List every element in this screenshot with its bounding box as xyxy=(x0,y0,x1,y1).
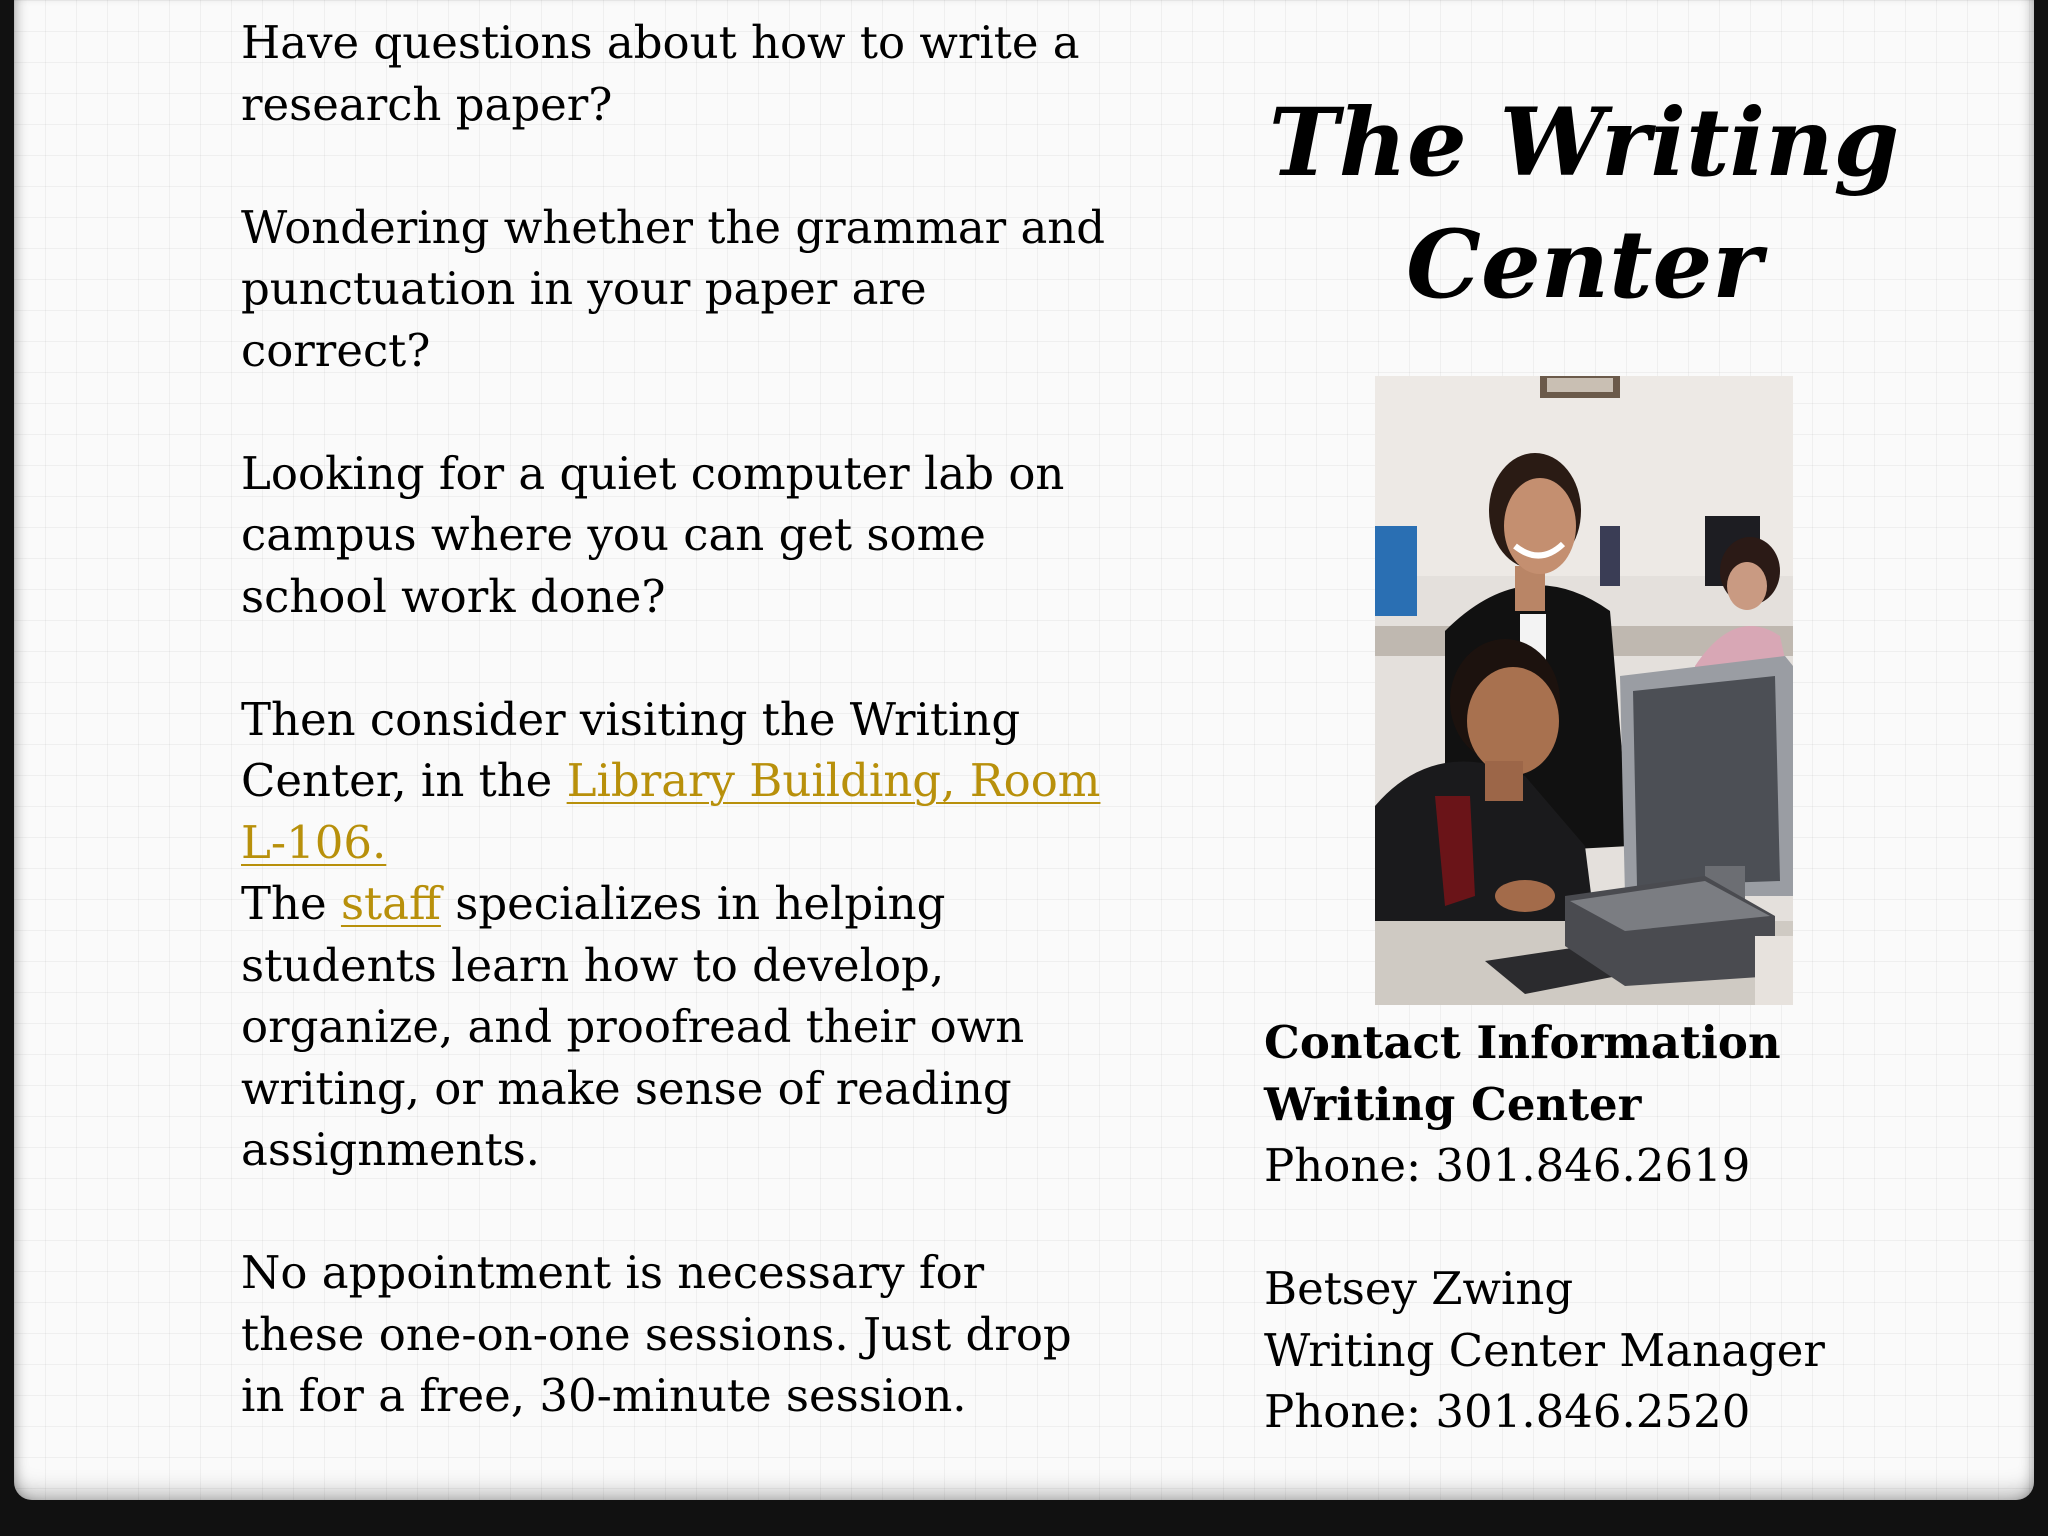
contact-heading: Contact Information xyxy=(1264,1016,1781,1069)
contact-person-title: Writing Center Manager xyxy=(1264,1323,1825,1377)
question-computer-lab: Looking for a quiet computer lab on campus where you can get some school work done? xyxy=(241,446,1065,623)
contact-org: Writing Center xyxy=(1264,1077,1642,1131)
contact-person-phone: Phone: 301.846.2520 xyxy=(1264,1385,1751,1438)
visit-prefix: Then consider visiting the Writing Center, in the xyxy=(241,692,1021,807)
contact-block xyxy=(1264,1012,1984,1443)
staff-link[interactable]: staff xyxy=(340,877,441,930)
staff-prefix: The xyxy=(241,877,341,930)
question-research-paper: Have questions about how to write a research paper? xyxy=(241,16,1080,131)
library-room-link[interactable]: Library Building, Room L-106. xyxy=(241,754,1101,869)
contact-person-name: Betsey Zwing xyxy=(1264,1262,1574,1315)
writing-center-photo xyxy=(1375,376,1793,1005)
photo-illustration xyxy=(1375,376,1793,1005)
contact-org-phone: Phone: 301.846.2619 xyxy=(1264,1139,1751,1192)
slide xyxy=(14,0,2034,1500)
appointment-paragraph: No appointment is necessary for these one-on-one sessions. Just drop in for a free, 30-minute session. xyxy=(241,1246,1072,1422)
visit-paragraph xyxy=(241,689,1121,874)
title-line-2: Center xyxy=(1406,210,1762,320)
intro-text-column xyxy=(241,12,1121,1427)
staff-description: specializes in helping students learn how to develop, organize, and proofread their own writing, or make sense of reading assignments. xyxy=(241,877,1025,1176)
title-line-1: The Writing xyxy=(1268,88,1900,198)
page-title xyxy=(1244,82,1924,326)
staff-paragraph xyxy=(241,873,1121,1181)
question-grammar: Wondering whether the grammar and punctuation in your paper are correct? xyxy=(241,200,1106,377)
